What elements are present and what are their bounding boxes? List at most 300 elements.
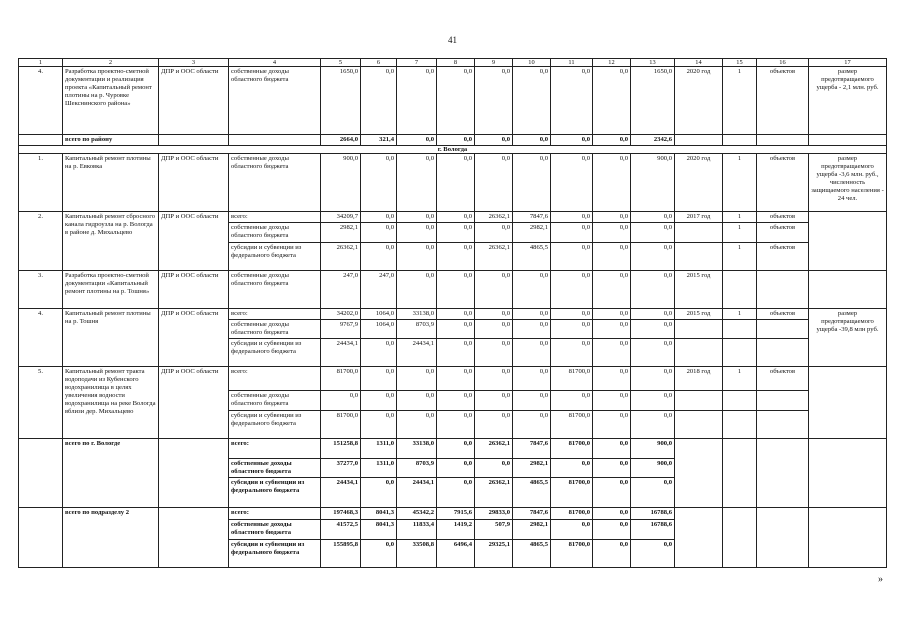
amount-cell: 0,0 xyxy=(361,391,397,411)
empty-cell xyxy=(723,135,757,146)
amount-cell: 900,0 xyxy=(631,439,675,459)
amount-cell: 0,0 xyxy=(475,271,513,309)
amount-cell: 1311,0 xyxy=(361,439,397,459)
note-cell: размер предотвращаемого ущерба -3,6 млн. руб., численность защищаемого населения - 24 чел. xyxy=(809,154,887,212)
year-cell xyxy=(675,411,723,439)
amount-cell: 0,0 xyxy=(551,67,593,135)
amount-cell: 0,0 xyxy=(631,309,675,320)
amount-cell: 0,0 xyxy=(551,520,593,540)
table-row xyxy=(19,367,887,391)
amount-cell: 0,0 xyxy=(397,243,437,271)
empty-cell xyxy=(675,439,723,508)
year-cell: 2020 год xyxy=(675,154,723,212)
amount-cell: 8041,3 xyxy=(361,508,397,520)
note-cell xyxy=(809,212,887,271)
count-cell xyxy=(723,271,757,309)
amount-cell: 151258,8 xyxy=(321,439,361,459)
amount-cell: 81700,0 xyxy=(551,508,593,520)
measure-name: Разработка проектно-сметной документации и реализация проекта «Капитальный ремонт плотины на р. Чуровке Шекснинского района» xyxy=(63,67,159,135)
count-cell: 1 xyxy=(723,367,757,391)
amount-cell: 0,0 xyxy=(593,154,631,212)
amount-cell: 0,0 xyxy=(513,271,551,309)
amount-cell: 0,0 xyxy=(475,67,513,135)
count-cell: 1 xyxy=(723,67,757,135)
amount-cell: 0,0 xyxy=(631,212,675,223)
amount-cell: 0,0 xyxy=(593,391,631,411)
empty-cell xyxy=(159,508,229,568)
column-header: 11 xyxy=(551,59,593,67)
amount-cell: 0,0 xyxy=(361,67,397,135)
measure-name: Капитальный ремонт плотины на р. Евковка xyxy=(63,154,159,212)
column-header: 2 xyxy=(63,59,159,67)
amount-cell: 0,0 xyxy=(437,391,475,411)
amount-cell: 0,0 xyxy=(513,339,551,367)
amount-cell: 0,0 xyxy=(397,271,437,309)
amount-cell: 0,0 xyxy=(593,478,631,508)
amount-cell: 26362,1 xyxy=(475,439,513,459)
amount-cell: 1650,0 xyxy=(631,67,675,135)
count-cell: 1 xyxy=(723,212,757,223)
amount-cell: 0,0 xyxy=(513,154,551,212)
empty-cell xyxy=(675,508,723,568)
column-header: 14 xyxy=(675,59,723,67)
count-cell xyxy=(723,411,757,439)
funding-source: всего: xyxy=(229,508,321,520)
year-cell: 2017 год xyxy=(675,212,723,223)
amount-cell: 6496,4 xyxy=(437,540,475,568)
amount-cell: 26362,1 xyxy=(475,478,513,508)
responsible-executor: ДПР и ООС области xyxy=(159,154,229,212)
funding-source: субсидии и субвенции из федерального бюджета xyxy=(229,540,321,568)
funding-source: собственные доходы областного бюджета xyxy=(229,67,321,135)
responsible-executor: ДПР и ООС области xyxy=(159,67,229,135)
responsible-executor: ДПР и ООС области xyxy=(159,309,229,367)
unit-cell: объектов xyxy=(757,223,809,243)
amount-cell: 0,0 xyxy=(437,271,475,309)
empty-cell xyxy=(809,135,887,146)
amount-cell: 0,0 xyxy=(437,411,475,439)
table-row xyxy=(19,271,887,309)
unit-cell: объектов xyxy=(757,67,809,135)
amount-cell: 0,0 xyxy=(475,320,513,339)
count-cell xyxy=(723,391,757,411)
amount-cell: 81700,0 xyxy=(551,478,593,508)
amount-cell: 0,0 xyxy=(593,367,631,391)
unit-cell: объектов xyxy=(757,212,809,223)
amount-cell: 8041,3 xyxy=(361,520,397,540)
funding-source: субсидии и субвенции из федерального бюджета xyxy=(229,339,321,367)
year-cell: 2020 год xyxy=(675,67,723,135)
amount-cell: 0,0 xyxy=(475,459,513,478)
amount-cell: 0,0 xyxy=(437,439,475,459)
amount-cell: 0,0 xyxy=(397,154,437,212)
amount-cell: 0,0 xyxy=(437,478,475,508)
header-row xyxy=(19,59,887,67)
empty-cell xyxy=(19,508,63,568)
amount-cell: 24434,1 xyxy=(397,339,437,367)
amount-cell: 29833,0 xyxy=(475,508,513,520)
amount-cell: 0,0 xyxy=(437,212,475,223)
continuation-mark: » xyxy=(878,574,883,585)
amount-cell: 24434,1 xyxy=(321,339,361,367)
amount-cell: 26362,1 xyxy=(321,243,361,271)
amount-cell: 81700,0 xyxy=(551,411,593,439)
note-cell: размер предотвращаемого ущерба - 2,1 млн. руб. xyxy=(809,67,887,135)
amount-cell: 0,0 xyxy=(631,540,675,568)
amount-cell: 0,0 xyxy=(551,459,593,478)
amount-cell: 0,0 xyxy=(593,411,631,439)
total-label: всего по г. Вологде xyxy=(63,439,159,508)
unit-cell xyxy=(757,339,809,367)
amount-cell: 0,0 xyxy=(631,223,675,243)
amount-cell: 0,0 xyxy=(437,339,475,367)
row-number: 4. xyxy=(19,67,63,135)
amount-cell: 0,0 xyxy=(437,320,475,339)
amount-cell: 0,0 xyxy=(593,243,631,271)
responsible-executor: ДПР и ООС области xyxy=(159,212,229,271)
amount-cell: 26362,1 xyxy=(475,243,513,271)
amount-cell: 507,9 xyxy=(475,520,513,540)
note-cell xyxy=(809,367,887,439)
empty-cell xyxy=(159,439,229,508)
amount-cell: 34209,7 xyxy=(321,212,361,223)
empty-cell xyxy=(757,439,809,508)
unit-cell: объектов xyxy=(757,243,809,271)
total-row xyxy=(19,135,887,146)
amount-cell: 0,0 xyxy=(593,540,631,568)
unit-cell: объектов xyxy=(757,309,809,320)
responsible-executor: ДПР и ООС области xyxy=(159,367,229,439)
amount-cell: 0,0 xyxy=(631,411,675,439)
amount-cell: 0,0 xyxy=(631,367,675,391)
amount-cell: 9767,9 xyxy=(321,320,361,339)
amount-cell: 26362,1 xyxy=(475,212,513,223)
amount-cell: 0,0 xyxy=(551,320,593,339)
amount-cell: 0,0 xyxy=(631,320,675,339)
column-header: 9 xyxy=(475,59,513,67)
empty-cell xyxy=(757,135,809,146)
amount-cell: 0,0 xyxy=(475,391,513,411)
page-number: 41 xyxy=(448,35,457,45)
amount-cell: 0,0 xyxy=(593,212,631,223)
amount-cell: 900,0 xyxy=(631,154,675,212)
table-body xyxy=(19,59,887,568)
funding-source: собственные доходы областного бюджета xyxy=(229,271,321,309)
amount-cell: 7915,6 xyxy=(437,508,475,520)
amount-cell: 0,0 xyxy=(475,223,513,243)
amount-cell: 0,0 xyxy=(631,478,675,508)
amount-cell: 7847,6 xyxy=(513,439,551,459)
funding-source: всего: xyxy=(229,439,321,459)
measure-name: Капитальный ремонт тракта водоподачи из Кубенского водохранилища в целях увеличения водности водохранилища на реке Вологда вблизи дер. Михальцево xyxy=(63,367,159,439)
amount-cell: 0,0 xyxy=(361,154,397,212)
amount-cell: 0,0 xyxy=(397,212,437,223)
table-row xyxy=(19,67,887,135)
amount-cell: 4865,5 xyxy=(513,540,551,568)
column-header: 3 xyxy=(159,59,229,67)
amount-cell: 0,0 xyxy=(437,459,475,478)
column-header: 7 xyxy=(397,59,437,67)
table-row xyxy=(19,212,887,223)
amount-cell: 0,0 xyxy=(593,339,631,367)
amount-cell: 0,0 xyxy=(631,243,675,271)
amount-cell: 0,0 xyxy=(551,154,593,212)
amount-cell: 0,0 xyxy=(437,367,475,391)
amount-cell: 16788,6 xyxy=(631,508,675,520)
count-cell xyxy=(723,320,757,339)
unit-cell xyxy=(757,411,809,439)
funding-source: собственные доходы областного бюджета xyxy=(229,520,321,540)
amount-cell: 0,0 xyxy=(593,520,631,540)
year-cell xyxy=(675,243,723,271)
amount-cell: 16788,6 xyxy=(631,520,675,540)
amount-cell: 0,0 xyxy=(513,411,551,439)
column-header: 8 xyxy=(437,59,475,67)
amount-cell: 0,0 xyxy=(513,135,551,146)
column-header: 10 xyxy=(513,59,551,67)
amount-cell: 197468,3 xyxy=(321,508,361,520)
funding-source: всего: xyxy=(229,212,321,223)
amount-cell: 0,0 xyxy=(631,391,675,411)
funding-source: собственные доходы областного бюджета xyxy=(229,391,321,411)
amount-cell: 0,0 xyxy=(551,309,593,320)
row-number: 5. xyxy=(19,367,63,439)
amount-cell: 0,0 xyxy=(513,391,551,411)
amount-cell: 0,0 xyxy=(361,411,397,439)
amount-cell: 45342,2 xyxy=(397,508,437,520)
funding-source: собственные доходы областного бюджета xyxy=(229,223,321,243)
amount-cell: 0,0 xyxy=(361,367,397,391)
empty-cell xyxy=(675,135,723,146)
amount-cell: 0,0 xyxy=(361,212,397,223)
amount-cell: 81700,0 xyxy=(321,411,361,439)
amount-cell: 0,0 xyxy=(551,135,593,146)
amount-cell: 34202,0 xyxy=(321,309,361,320)
amount-cell: 0,0 xyxy=(513,67,551,135)
amount-cell: 0,0 xyxy=(551,243,593,271)
funding-source: субсидии и субвенции из федерального бюджета xyxy=(229,411,321,439)
amount-cell: 0,0 xyxy=(397,411,437,439)
column-header: 1 xyxy=(19,59,63,67)
count-cell: 1 xyxy=(723,309,757,320)
amount-cell: 8703,9 xyxy=(397,320,437,339)
empty-cell xyxy=(809,508,887,568)
amount-cell: 2664,0 xyxy=(321,135,361,146)
amount-cell: 0,0 xyxy=(437,154,475,212)
amount-cell: 2982,1 xyxy=(513,459,551,478)
count-cell: 1 xyxy=(723,223,757,243)
amount-cell: 900,0 xyxy=(321,154,361,212)
amount-cell: 37277,0 xyxy=(321,459,361,478)
amount-cell: 33138,0 xyxy=(397,439,437,459)
note-cell xyxy=(809,271,887,309)
unit-cell xyxy=(757,271,809,309)
amount-cell: 0,0 xyxy=(593,135,631,146)
amount-cell: 24434,1 xyxy=(321,478,361,508)
row-number: 2. xyxy=(19,212,63,271)
amount-cell: 0,0 xyxy=(593,67,631,135)
amount-cell: 0,0 xyxy=(513,320,551,339)
amount-cell: 0,0 xyxy=(437,67,475,135)
amount-cell: 1311,0 xyxy=(361,459,397,478)
amount-cell: 247,0 xyxy=(321,271,361,309)
amount-cell: 0,0 xyxy=(437,223,475,243)
amount-cell: 0,0 xyxy=(593,271,631,309)
amount-cell: 0,0 xyxy=(361,540,397,568)
unit-cell: объектов xyxy=(757,367,809,391)
amount-cell: 247,0 xyxy=(361,271,397,309)
amount-cell: 0,0 xyxy=(397,391,437,411)
amount-cell: 0,0 xyxy=(593,508,631,520)
amount-cell: 0,0 xyxy=(513,309,551,320)
empty-cell xyxy=(19,439,63,508)
measure-name: Капитальный ремонт плотины на р. Тошня xyxy=(63,309,159,367)
table-row xyxy=(19,309,887,320)
amount-cell: 1419,2 xyxy=(437,520,475,540)
amount-cell: 0,0 xyxy=(397,135,437,146)
amount-cell: 1650,0 xyxy=(321,67,361,135)
funding-source: собственные доходы областного бюджета xyxy=(229,154,321,212)
column-header: 5 xyxy=(321,59,361,67)
year-cell xyxy=(675,339,723,367)
measure-name: Капитальный ремонт сбросного канала гидроузла на р. Вологда в районе д. Михальцево xyxy=(63,212,159,271)
amount-cell: 900,0 xyxy=(631,459,675,478)
amount-cell: 0,0 xyxy=(513,367,551,391)
empty-cell xyxy=(809,439,887,508)
funding-source xyxy=(229,135,321,146)
amount-cell: 0,0 xyxy=(593,439,631,459)
amount-cell: 0,0 xyxy=(361,223,397,243)
amount-cell: 0,0 xyxy=(475,339,513,367)
budget-table-container xyxy=(18,58,886,583)
city-section-row xyxy=(19,146,887,154)
count-cell xyxy=(723,339,757,367)
empty-cell xyxy=(723,439,757,508)
budget-table xyxy=(18,58,887,568)
column-header: 12 xyxy=(593,59,631,67)
year-cell: 2015 год xyxy=(675,309,723,320)
amount-cell: 0,0 xyxy=(631,339,675,367)
section-title: г. Вологда xyxy=(19,146,887,154)
empty-cell xyxy=(757,508,809,568)
amount-cell: 81700,0 xyxy=(551,540,593,568)
amount-cell: 2982,1 xyxy=(321,223,361,243)
amount-cell: 0,0 xyxy=(593,223,631,243)
amount-cell: 4865,5 xyxy=(513,478,551,508)
table-row xyxy=(19,154,887,212)
amount-cell: 0,0 xyxy=(551,391,593,411)
amount-cell: 0,0 xyxy=(475,309,513,320)
amount-cell: 7847,6 xyxy=(513,508,551,520)
amount-cell: 0,0 xyxy=(397,367,437,391)
amount-cell: 321,4 xyxy=(361,135,397,146)
column-header: 4 xyxy=(229,59,321,67)
amount-cell: 0,0 xyxy=(437,243,475,271)
funding-source: субсидии и субвенции из федерального бюджета xyxy=(229,243,321,271)
measure-name: Разработка проектно-сметной документации «Капитальный ремонт плотины на р. Тошня» xyxy=(63,271,159,309)
column-header: 13 xyxy=(631,59,675,67)
amount-cell: 29325,1 xyxy=(475,540,513,568)
total-label: всего по району xyxy=(63,135,159,146)
amount-cell: 0,0 xyxy=(437,135,475,146)
count-cell: 1 xyxy=(723,154,757,212)
amount-cell: 0,0 xyxy=(397,67,437,135)
row-number: 4. xyxy=(19,309,63,367)
amount-cell: 24434,1 xyxy=(397,478,437,508)
amount-cell: 33138,0 xyxy=(397,309,437,320)
amount-cell: 1064,0 xyxy=(361,320,397,339)
amount-cell: 0,0 xyxy=(321,391,361,411)
empty-cell xyxy=(723,508,757,568)
amount-cell: 41572,5 xyxy=(321,520,361,540)
year-cell: 2015 год xyxy=(675,271,723,309)
amount-cell: 2982,1 xyxy=(513,223,551,243)
row-number: 3. xyxy=(19,271,63,309)
amount-cell: 0,0 xyxy=(475,135,513,146)
total-row xyxy=(19,439,887,459)
amount-cell: 0,0 xyxy=(593,320,631,339)
amount-cell: 0,0 xyxy=(361,243,397,271)
unit-cell: объектов xyxy=(757,154,809,212)
amount-cell: 81700,0 xyxy=(551,367,593,391)
amount-cell: 0,0 xyxy=(551,223,593,243)
amount-cell: 0,0 xyxy=(475,154,513,212)
amount-cell: 0,0 xyxy=(475,367,513,391)
column-header: 6 xyxy=(361,59,397,67)
unit-cell xyxy=(757,391,809,411)
empty-cell xyxy=(159,135,229,146)
column-header: 15 xyxy=(723,59,757,67)
amount-cell: 8703,9 xyxy=(397,459,437,478)
total-row xyxy=(19,508,887,520)
amount-cell: 0,0 xyxy=(631,271,675,309)
amount-cell: 81700,0 xyxy=(551,439,593,459)
amount-cell: 0,0 xyxy=(551,212,593,223)
responsible-executor: ДПР и ООС области xyxy=(159,271,229,309)
amount-cell: 155895,8 xyxy=(321,540,361,568)
funding-source: собственные доходы областного бюджета xyxy=(229,459,321,478)
amount-cell: 0,0 xyxy=(475,411,513,439)
amount-cell: 0,0 xyxy=(397,223,437,243)
amount-cell: 7847,6 xyxy=(513,212,551,223)
year-cell xyxy=(675,320,723,339)
amount-cell: 0,0 xyxy=(593,459,631,478)
amount-cell: 0,0 xyxy=(551,339,593,367)
funding-source: всего: xyxy=(229,309,321,320)
amount-cell: 2342,6 xyxy=(631,135,675,146)
amount-cell: 11833,4 xyxy=(397,520,437,540)
amount-cell: 0,0 xyxy=(361,339,397,367)
count-cell: 1 xyxy=(723,243,757,271)
year-cell xyxy=(675,223,723,243)
unit-cell xyxy=(757,320,809,339)
total-label: всего по подразделу 2 xyxy=(63,508,159,568)
funding-source: всего: xyxy=(229,367,321,391)
amount-cell: 0,0 xyxy=(361,478,397,508)
note-cell: размер предотвращаемого ущерба -39,8 млн руб. xyxy=(809,309,887,367)
amount-cell: 81700,0 xyxy=(321,367,361,391)
column-header: 17 xyxy=(809,59,887,67)
funding-source: собственные доходы областного бюджета xyxy=(229,320,321,339)
year-cell: 2018 год xyxy=(675,367,723,391)
amount-cell: 2982,1 xyxy=(513,520,551,540)
amount-cell: 0,0 xyxy=(593,309,631,320)
amount-cell: 0,0 xyxy=(437,309,475,320)
year-cell xyxy=(675,391,723,411)
empty-cell xyxy=(19,135,63,146)
row-number: 1. xyxy=(19,154,63,212)
amount-cell: 33508,8 xyxy=(397,540,437,568)
